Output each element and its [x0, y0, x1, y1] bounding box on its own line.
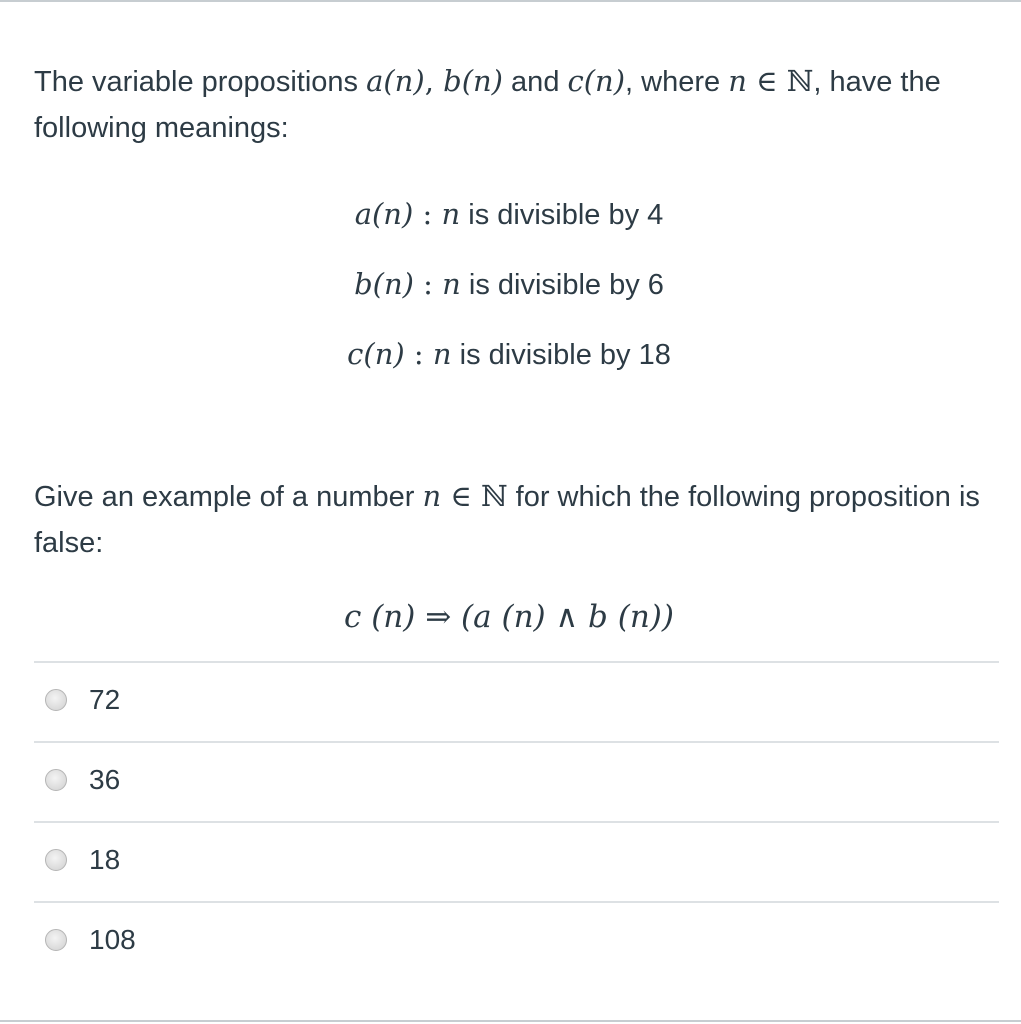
answer-option[interactable]: [34, 901, 999, 981]
def-text: is divisible by 6: [460, 269, 664, 301]
formula-text: c (n) ⇒ (a (n) ∧ b (n)): [344, 599, 674, 635]
radio-button[interactable]: [45, 929, 67, 951]
answer-list: [34, 661, 999, 981]
definition-c: [34, 319, 984, 389]
bottom-border: [0, 1020, 1021, 1022]
math-naturals: ℕ: [481, 479, 508, 513]
math-n: n: [422, 479, 442, 513]
def-sep: :: [404, 337, 433, 371]
math-c-n: c(n): [567, 64, 626, 98]
prompt-text-rest: for which the following proposition is false:: [34, 481, 980, 559]
answer-label[interactable]: 72: [89, 684, 121, 715]
radio-button[interactable]: [45, 689, 67, 711]
intro-text-and: and: [503, 66, 568, 98]
math-n: n: [728, 64, 747, 98]
def-prop: c(n): [347, 337, 405, 371]
intro-text-where: , where: [625, 66, 729, 98]
math-naturals: ℕ: [786, 64, 814, 98]
prompt-text: Give an example of a number: [34, 481, 423, 513]
implication-formula: [34, 592, 984, 642]
def-var: n: [442, 267, 461, 301]
intro-text: The variable propositions: [34, 66, 367, 98]
question-intro: [34, 58, 984, 151]
math-element-of: ∈: [441, 479, 482, 513]
def-sep: :: [413, 197, 442, 231]
definition-b: [34, 249, 984, 319]
question-body: [34, 58, 984, 642]
question-prompt: [34, 473, 984, 566]
def-sep: :: [413, 267, 443, 301]
answer-option[interactable]: [34, 821, 999, 901]
intro-text-meanings: , have the following meanings:: [34, 66, 941, 144]
def-text: is divisible by 4: [460, 199, 664, 231]
def-prop: a(n): [354, 197, 414, 231]
answer-option[interactable]: [34, 741, 999, 821]
math-b-n: b(n): [443, 64, 503, 98]
definitions-list: [34, 179, 984, 389]
def-var: n: [432, 337, 452, 371]
radio-button[interactable]: [45, 769, 67, 791]
answer-label[interactable]: 36: [89, 764, 121, 795]
radio-button[interactable]: [45, 849, 67, 871]
definition-a: [34, 179, 984, 249]
answer-label[interactable]: 108: [89, 924, 136, 955]
def-prop: b(n): [354, 267, 414, 301]
math-a-n: a(n): [366, 64, 425, 98]
def-var: n: [441, 197, 461, 231]
answer-option[interactable]: [34, 661, 999, 741]
top-border: [0, 0, 1021, 2]
math-comma: ,: [424, 64, 444, 98]
def-text: is divisible by 18: [451, 339, 671, 371]
math-element-of: ∈: [746, 64, 787, 98]
answer-label[interactable]: 18: [89, 844, 121, 875]
